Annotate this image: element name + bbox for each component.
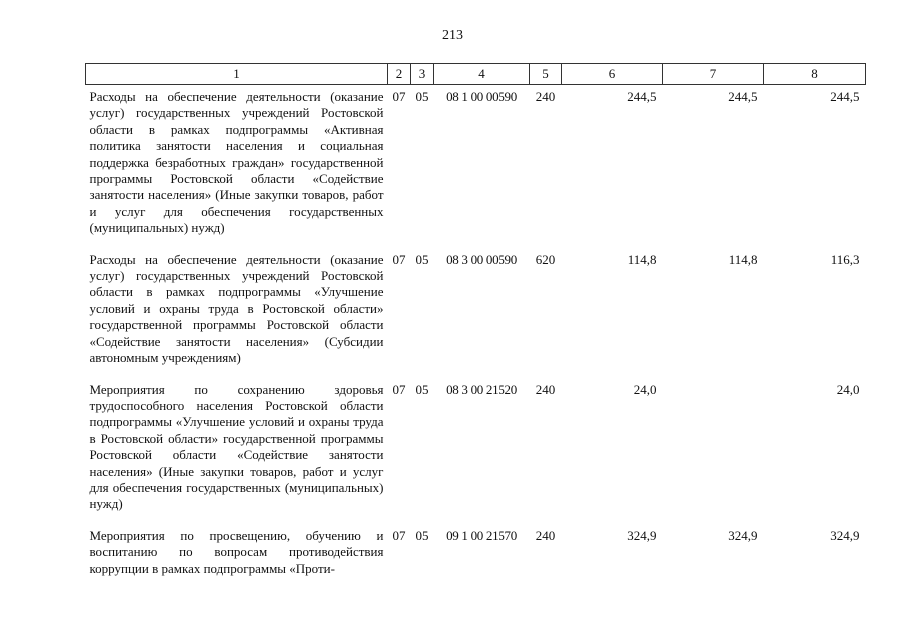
row-amount-col-8: 24,0 xyxy=(836,381,860,397)
row-amount-col-7: 324,9 xyxy=(728,527,758,543)
row-section: 07 xyxy=(392,89,406,104)
row-description: Расходы на обеспечение деятельности (оказание услуг) государственных учреждений Ростовской области в рамках подпрограммы «Улучшение условий и охраны труда в Ростовской области» государственной программы Ростовской области «Содействие занятости населения» (Субсидии автономным учреждениям) xyxy=(89,251,384,366)
row-description: Мероприятия по просвещению, обучению и воспитанию по вопросам противодействия коррупции в рамках подпрограммы «Проти- xyxy=(89,527,384,576)
row-subsection: 05 xyxy=(415,527,429,543)
row-target-article: 08 1 00 00590 xyxy=(446,89,517,104)
row-expense-type: 240 xyxy=(535,527,556,543)
row-amount-col-7 xyxy=(663,378,764,524)
row-amount-col-6: 244,5 xyxy=(627,89,657,104)
row-subsection: 05 xyxy=(415,89,429,104)
header-col-8: 8 xyxy=(764,64,866,85)
row-target-article: 08 3 00 21520 xyxy=(446,381,517,397)
budget-table xyxy=(85,63,866,588)
table-row xyxy=(86,85,866,248)
row-description: Расходы на обеспечение деятельности (оказание услуг) государственных учреждений Ростовской области в рамках подпрограммы «Активная политика занятости населения и социальная поддержка безработных граждан» государственной программы Ростовской области «Содействие занятости населения» (Иные закупки товаров, работ и услуг для обеспечения государственных (муниципальных) нужд) xyxy=(89,89,384,236)
row-amount-col-6: 324,9 xyxy=(627,527,657,543)
row-expense-type: 620 xyxy=(535,251,556,267)
row-section: 07 xyxy=(392,251,406,267)
row-amount-col-7: 244,5 xyxy=(728,89,758,104)
row-subsection: 05 xyxy=(415,251,429,267)
header-col-7: 7 xyxy=(663,64,764,85)
row-amount-col-8: 244,5 xyxy=(830,89,860,104)
header-col-6: 6 xyxy=(562,64,663,85)
header-col-2: 2 xyxy=(388,64,411,85)
row-amount-col-8: 116,3 xyxy=(830,251,860,267)
header-col-3: 3 xyxy=(411,64,434,85)
page-number: 213 xyxy=(442,28,463,43)
table-header xyxy=(86,64,866,85)
row-amount-col-8: 324,9 xyxy=(830,527,860,543)
row-amount-col-6: 24,0 xyxy=(633,381,657,397)
table-row xyxy=(86,248,866,378)
table-body xyxy=(86,85,866,588)
header-col-5: 5 xyxy=(530,64,562,85)
table-row xyxy=(86,524,866,588)
row-section: 07 xyxy=(392,381,406,397)
row-subsection: 05 xyxy=(415,381,429,397)
row-expense-type: 240 xyxy=(535,89,556,104)
header-col-1: 1 xyxy=(86,64,388,85)
row-section: 07 xyxy=(392,527,406,543)
table-row xyxy=(86,378,866,524)
header-col-4: 4 xyxy=(434,64,530,85)
row-amount-col-7: 114,8 xyxy=(728,251,758,267)
row-amount-col-6: 114,8 xyxy=(627,251,657,267)
row-target-article: 09 1 00 21570 xyxy=(446,527,517,543)
row-expense-type: 240 xyxy=(535,381,556,397)
row-description: Мероприятия по сохранению здоровья трудоспособного населения Ростовской области подпрограммы «Улучшение условий и охраны труда в Ростовской области» государственной программы Ростовской области «Содействие занятости населения» (Иные закупки товаров, работ и услуг для обеспечения государственных (муниципальных) нужд) xyxy=(89,381,384,512)
header-row xyxy=(86,64,866,85)
row-target-article: 08 3 00 00590 xyxy=(446,251,517,267)
